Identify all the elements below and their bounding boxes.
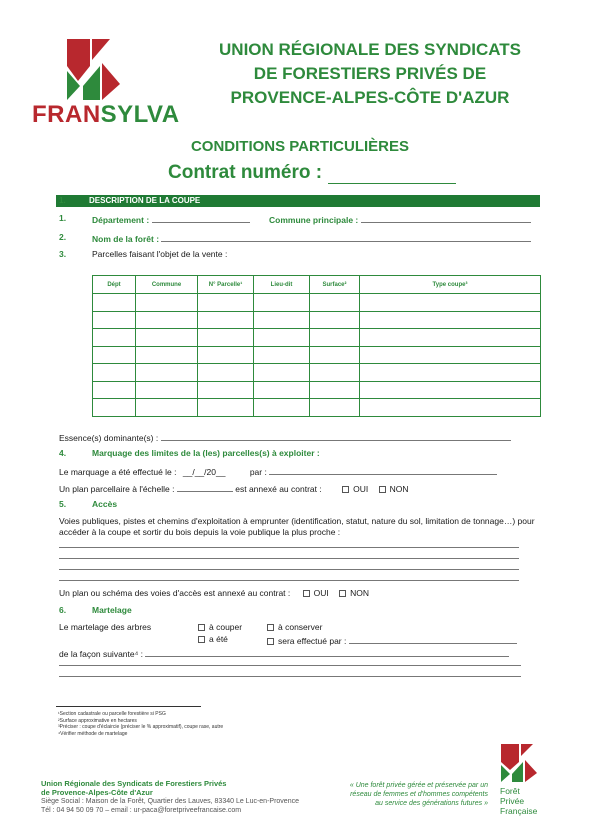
parcelles-label: Parcelles faisant l'objet de la vente : (92, 249, 228, 259)
plan-acces-label: Un plan ou schéma des voies d'accès est annexé au contrat : (59, 588, 291, 598)
parcels-row (93, 311, 541, 329)
header-dept: Dépt (93, 276, 136, 294)
plan-parcellaire-label: Un plan parcellaire à l'échelle : (59, 484, 175, 494)
a-couper-checkbox[interactable] (198, 624, 205, 631)
section-header-description (56, 195, 540, 207)
sera-effectue-label: sera effectué par : (278, 636, 347, 646)
contract-number (168, 162, 456, 184)
essence-field[interactable] (161, 431, 511, 441)
fpf-line2: Privée (500, 796, 525, 806)
parcels-cell[interactable] (93, 294, 136, 312)
plan-acces-row (59, 588, 369, 598)
martelage-line-2[interactable] (59, 676, 521, 677)
parcels-cell[interactable] (254, 381, 310, 399)
parcels-row (93, 294, 541, 312)
footer-quote (330, 781, 488, 808)
commune-label: Commune principale : (269, 215, 359, 225)
departement-label: Département : (92, 215, 150, 225)
plan-acces-oui-checkbox[interactable] (303, 590, 310, 597)
parcels-cell[interactable] (198, 364, 254, 382)
section-number: 1. (59, 196, 66, 205)
footer-contact: Tél : 04 94 50 09 70 – email : ur-paca@foretpriveefrancaise.com (41, 807, 242, 814)
logo-wordmark (32, 101, 180, 129)
header-type-coupe: Type coupe³ (360, 276, 541, 294)
parcels-cell[interactable] (198, 294, 254, 312)
acces-line-3[interactable] (59, 569, 519, 570)
acces-title: Accès (92, 499, 118, 509)
parcels-cell[interactable] (254, 294, 310, 312)
a-ete-checkbox[interactable] (198, 636, 205, 643)
parcels-row (93, 381, 541, 399)
martelage-line-1[interactable] (59, 665, 521, 666)
footer-org-line1: Union Régionale des Syndicats de Forestiers Privés (41, 779, 227, 788)
marquage-date[interactable]: __/__/20__ (182, 467, 226, 477)
header-surface: Surface² (310, 276, 360, 294)
parcels-cell[interactable] (254, 346, 310, 364)
parcels-cell[interactable] (136, 399, 198, 417)
org-title-line1: UNION RÉGIONALE DES SYNDICATS (219, 40, 521, 59)
org-title (190, 38, 550, 110)
parcels-row (93, 364, 541, 382)
header-parcelle: N° Parcelle¹ (198, 276, 254, 294)
footnote-rule (56, 706, 201, 707)
foret-field[interactable] (161, 232, 531, 242)
parcels-cell[interactable] (198, 399, 254, 417)
commune-field[interactable] (361, 213, 531, 223)
plan-parcellaire-non-checkbox[interactable] (379, 486, 386, 493)
parcels-cell[interactable] (360, 329, 541, 347)
item-5-number: 5. (59, 499, 67, 509)
essence-label: Essence(s) dominante(s) : (59, 433, 159, 443)
header-lieu-dit: Lieu-dit (254, 276, 310, 294)
parcels-cell[interactable] (93, 381, 136, 399)
contract-number-field[interactable] (328, 165, 456, 184)
parcels-cell[interactable] (254, 399, 310, 417)
parcels-cell[interactable] (136, 364, 198, 382)
parcels-cell[interactable] (136, 294, 198, 312)
parcels-cell[interactable] (310, 381, 360, 399)
parcels-cell[interactable] (310, 346, 360, 364)
parcels-cell[interactable] (310, 364, 360, 382)
section-title: DESCRIPTION DE LA COUPE (89, 196, 201, 205)
acces-text: Voies publiques, pistes et chemins d'exploitation à emprunter (identification, statut, nature du sol, limitation de tonnage…) pour accéder à la coupe et sortir du bois depuis la voie publique la plus proche : (59, 516, 535, 537)
parcels-cell[interactable] (93, 329, 136, 347)
foret-privee-francaise-logo (497, 742, 549, 820)
parcels-cell[interactable] (254, 311, 310, 329)
sera-effectue-checkbox[interactable] (267, 638, 274, 645)
parcels-cell[interactable] (136, 346, 198, 364)
parcels-cell[interactable] (310, 329, 360, 347)
org-title-line2: DE FORESTIERS PRIVÉS DE (253, 64, 487, 83)
plan-parcellaire-row (59, 482, 409, 494)
martelage-text: Le martelage des arbres (59, 622, 152, 632)
parcels-cell[interactable] (198, 381, 254, 399)
marquage-row (59, 465, 497, 477)
a-ete-option (198, 634, 228, 644)
parcels-cell[interactable] (93, 311, 136, 329)
marquage-par: par : (249, 467, 267, 477)
footer-org-line2: de Provence-Alpes-Côte d'Azur (41, 788, 153, 797)
parcels-cell[interactable] (310, 399, 360, 417)
parcels-cell[interactable] (310, 311, 360, 329)
a-couper-option (198, 622, 242, 632)
parcels-cell[interactable] (360, 346, 541, 364)
document-title: CONDITIONS PARTICULIÈRES (190, 138, 410, 155)
parcels-cell[interactable] (93, 346, 136, 364)
a-ete-label: a été (209, 634, 228, 644)
plan-acces-non-checkbox[interactable] (339, 590, 346, 597)
parcels-cell[interactable] (360, 364, 541, 382)
a-couper-label: à couper (209, 622, 243, 632)
plan-parcellaire-suite: est annexé au contrat : (235, 484, 322, 494)
departement-row (92, 213, 250, 225)
plan-parcellaire-non-label: NON (389, 484, 409, 494)
parcels-cell[interactable] (136, 381, 198, 399)
acces-line-1[interactable] (59, 547, 519, 548)
departement-field[interactable] (152, 213, 250, 223)
a-conserver-label: à conserver (278, 622, 323, 632)
echelle-field[interactable] (177, 482, 233, 492)
footer-quote-line1: « Une forêt privée gérée et préservée par un (349, 782, 488, 789)
parcels-cell[interactable] (254, 329, 310, 347)
facon-label: de la façon suivante⁴ : (59, 649, 143, 659)
parcels-cell[interactable] (360, 294, 541, 312)
item-3-number: 3. (59, 249, 67, 259)
parcels-cell[interactable] (360, 311, 541, 329)
marquage-text: Le marquage a été effectué le : (59, 467, 177, 477)
footnote-4: ⁴Vériﬁer méthode de martelage (58, 730, 128, 737)
fpf-line3: Française (500, 806, 538, 816)
parcels-cell[interactable] (254, 364, 310, 382)
sera-effectue-field[interactable] (349, 634, 517, 644)
parcels-row (93, 346, 541, 364)
parcels-cell[interactable] (360, 399, 541, 417)
plan-acces-oui-label: OUI (313, 588, 329, 598)
commune-row (269, 213, 531, 225)
foret-label: Nom de la forêt : (92, 234, 160, 244)
parcels-cell[interactable] (198, 346, 254, 364)
parcels-cell[interactable] (198, 329, 254, 347)
logo-fran: FRAN (32, 101, 101, 128)
footer-address: Siège Social : Maison de la Forêt, Quartier des Lauves, 83340 Le Luc-en-Provence (41, 798, 299, 805)
plan-parcellaire-oui-checkbox[interactable] (342, 486, 349, 493)
facon-row (59, 647, 509, 659)
parcels-row (93, 399, 541, 417)
a-conserver-option (267, 622, 322, 632)
foret-row (92, 232, 531, 244)
martelage-title: Martelage (92, 605, 132, 615)
contract-label: Contrat numéro : (168, 162, 323, 183)
plan-acces-non-label: NON (350, 588, 370, 598)
marquage-title: Marquage des limites de la (les) parcelles(s) à exploiter : (92, 448, 320, 458)
parcels-row (93, 329, 541, 347)
acces-line-4[interactable] (59, 580, 519, 581)
a-conserver-checkbox[interactable] (267, 624, 274, 631)
item-1-number: 1. (59, 213, 67, 223)
sera-effectue-option (267, 634, 517, 646)
plan-parcellaire-oui-label: OUI (353, 484, 369, 494)
item-4-number: 4. (59, 448, 67, 458)
parcels-cell[interactable] (198, 311, 254, 329)
footnotes (58, 711, 223, 737)
header-commune: Commune (136, 276, 198, 294)
item-2-number: 2. (59, 232, 67, 242)
parcels-cell[interactable] (360, 381, 541, 399)
acces-line-2[interactable] (59, 558, 519, 559)
footer-quote-line3: au service des générations futures » (375, 800, 488, 807)
footer-org (41, 779, 299, 815)
marquage-par-field[interactable] (269, 465, 497, 475)
parcels-cell[interactable] (136, 329, 198, 347)
footer-quote-line2: réseau de femmes et d'hommes compétents (350, 791, 488, 798)
parcels-cell[interactable] (93, 399, 136, 417)
parcels-header-row (93, 276, 541, 294)
parcels-table (92, 275, 541, 417)
org-title-line3: PROVENCE-ALPES-CÔTE D'AZUR (230, 88, 510, 107)
parcels-cell[interactable] (310, 294, 360, 312)
footnote-2: ²Surface approximative en hectares (58, 717, 137, 724)
parcels-cell[interactable] (136, 311, 198, 329)
facon-field[interactable] (145, 647, 509, 657)
fpf-line1: Forêt (500, 786, 520, 796)
item-6-number: 6. (59, 605, 67, 615)
footnote-1: ¹Section cadastrale ou parcelle forestière si PSG (58, 711, 166, 717)
essence-row (59, 431, 511, 443)
parcels-cell[interactable] (93, 364, 136, 382)
logo-sylva: SYLVA (100, 101, 180, 128)
footnote-3: ³Préciser : coupe d'éclaircie (préciser le % approximatif), coupe rase, autre (58, 724, 224, 730)
